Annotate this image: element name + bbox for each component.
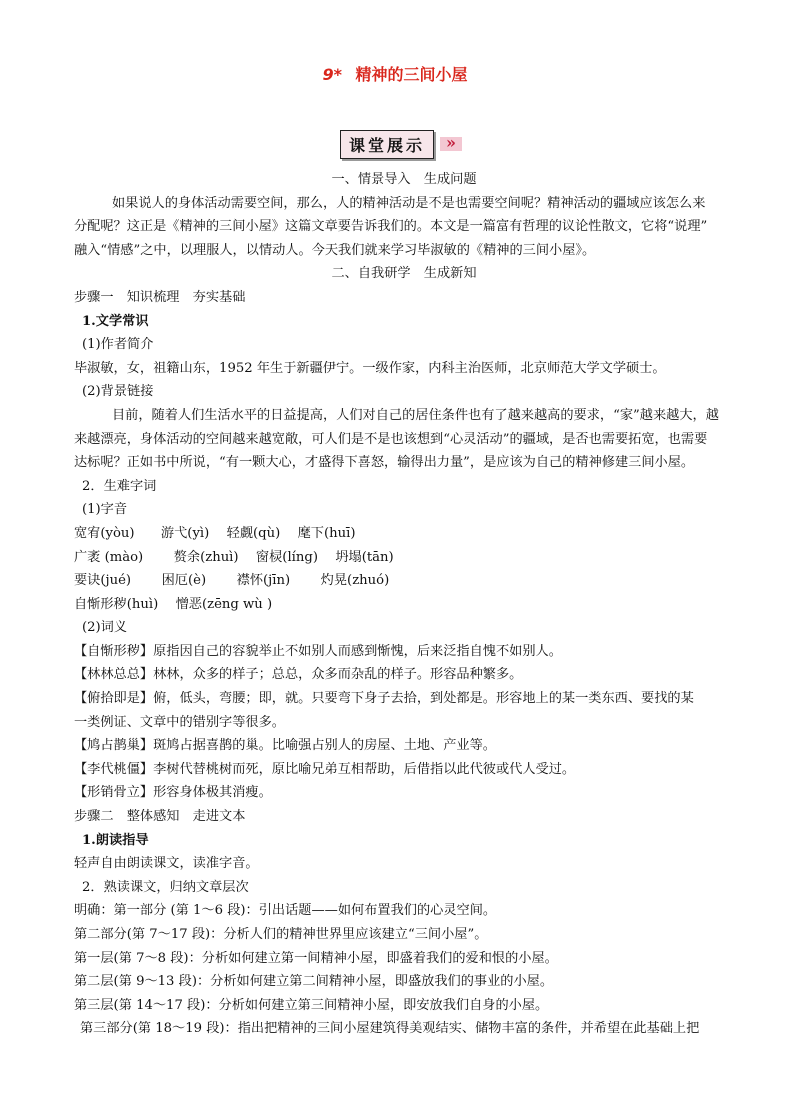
structure-line: 第三层(第 14～17 段)：分析如何建立第三间精神小屋，即安放我们自身的小屋。: [74, 997, 549, 1013]
step-one: 步骤一 知识梳理 夯实基础: [74, 289, 246, 305]
lesson-number: 9*: [322, 65, 342, 84]
step-two: 步骤二 整体感知 走进文本: [74, 809, 246, 825]
pronunciation-heading: (1)字音: [82, 502, 128, 518]
intro-line-3: 融入“情感”之中，以理服人，以情动人。今天我们就来学习毕淑敏的《精神的三间小屋》。: [74, 242, 596, 258]
content-body: [74, 168, 774, 1041]
pronunciation-line-1: 宽宥(yòu) 游弋(yì) 轻觑(qù) 麾下(huī): [74, 525, 356, 541]
structure-line: 第二层(第 9～13 段)：分析如何建立第二间精神小屋，即盛放我们的事业的小屋。: [74, 974, 554, 990]
meaning-item: 【形销骨立】形容身体极其消瘦。: [74, 785, 272, 801]
background-line-3: 达标呢？正如书中所说，“有一颗大心，才盛得下喜怒，输得出力量”，是应该为自己的精神修建三间小屋。: [74, 455, 695, 471]
meaning-item: 【俯拾即是】俯，低头，弯腰；即，就。只要弯下身子去拾，到处都是。形容地上的某一类东西、要找的某: [74, 691, 694, 707]
structure-line: 第一层(第 7～8 段)：分析如何建立第一间精神小屋，即盛着我们的爱和恨的小屋。: [74, 950, 558, 966]
meaning-heading: (2)词义: [82, 620, 128, 636]
literature-heading: 1.文学常识: [82, 313, 149, 329]
pronunciation-line-2: 广袤 (mào) 赘余(zhuì) 窗棂(líng) 坍塌(tān): [74, 549, 394, 565]
meaning-item: 【李代桃僵】李树代替桃树而死，原比喻兄弟互相帮助，后借指以此代彼或代人受过。: [74, 761, 576, 777]
meaning-item: 【自惭形秽】原指因自己的容貌举止不如别人而感到惭愧，后来泛指自愧不如别人。: [74, 643, 562, 659]
lesson-title: [0, 62, 790, 85]
meaning-item: 【鸠占鹊巢】斑鸠占据喜鹊的巢。比喻强占别人的房屋、土地、产业等。: [74, 738, 496, 754]
author-text: 毕淑敏，女，祖籍山东，1952 年生于新疆伊宁。一级作家，内科主治医师，北京师范大学文学硕士。: [74, 360, 666, 376]
structure-line: 明确：第一部分 (第 1～6 段)：引出话题——如何布置我们的心灵空间。: [74, 903, 497, 919]
background-line-1: 目前，随着人们生活水平的日益提高，人们对自己的居住条件也有了越来越高的要求，“家”越来越大，越: [112, 407, 719, 423]
pronunciation-line-3: 要诀(jué) 困厄(è) 襟怀(jīn) 灼晃(zhuó): [74, 573, 390, 589]
lesson-title-text: 精神的三间小屋: [355, 65, 468, 84]
intro-line-1: 如果说人的身体活动需要空间，那么，人的精神活动是不是也需要空间呢？精神活动的疆域应该怎么来: [112, 195, 706, 211]
meaning-item: 【林林总总】林林，众多的样子；总总，众多而杂乱的样子。形容品种繁多。: [74, 667, 523, 683]
structure-line: 第二部分(第 7～17 段)：分析人们的精神世界里应该建立“三间小屋”。: [74, 927, 488, 942]
meaning-item-continued: 一类例证、文章中的错别字等很多。: [74, 714, 285, 730]
background-line-2: 来越漂亮，身体活动的空间越来越宽敞，可人们是不是也该想到“心灵活动”的疆域，是否也需要拓宽，也需要: [74, 431, 708, 447]
reading-text: 轻声自由朗读课文，读准字音。: [74, 856, 259, 872]
section-heading-1: 一、情景导入 生成问题: [331, 172, 477, 187]
structure-line: 第三部分(第 18～19 段)：指出把精神的三间小屋建筑得美观结实、储物丰富的条件，并希望在此基础上把: [80, 1021, 700, 1037]
double-arrow-icon: [440, 137, 462, 151]
banner-label: 课堂展示: [340, 130, 434, 159]
section-heading-2: 二、自我研学 生成新知: [331, 266, 477, 282]
pronunciation-line-4: 自惭形秽(huì) 憎恶(zēng wù ): [74, 596, 273, 612]
intro-line-2: 分配呢？这正是《精神的三间小屋》这篇文章要告诉我们的。本文是一篇富有哲理的议论性散文，它将“说理”: [74, 219, 708, 235]
reading-heading: 1.朗读指导: [82, 832, 149, 848]
background-heading: (2)背景链接: [82, 384, 154, 400]
author-heading: (1)作者简介: [82, 337, 154, 353]
section-banner: [340, 131, 462, 157]
structure-heading: 2．熟读课文，归纳文章层次: [82, 879, 249, 895]
words-heading: 2．生难字词: [82, 478, 157, 494]
